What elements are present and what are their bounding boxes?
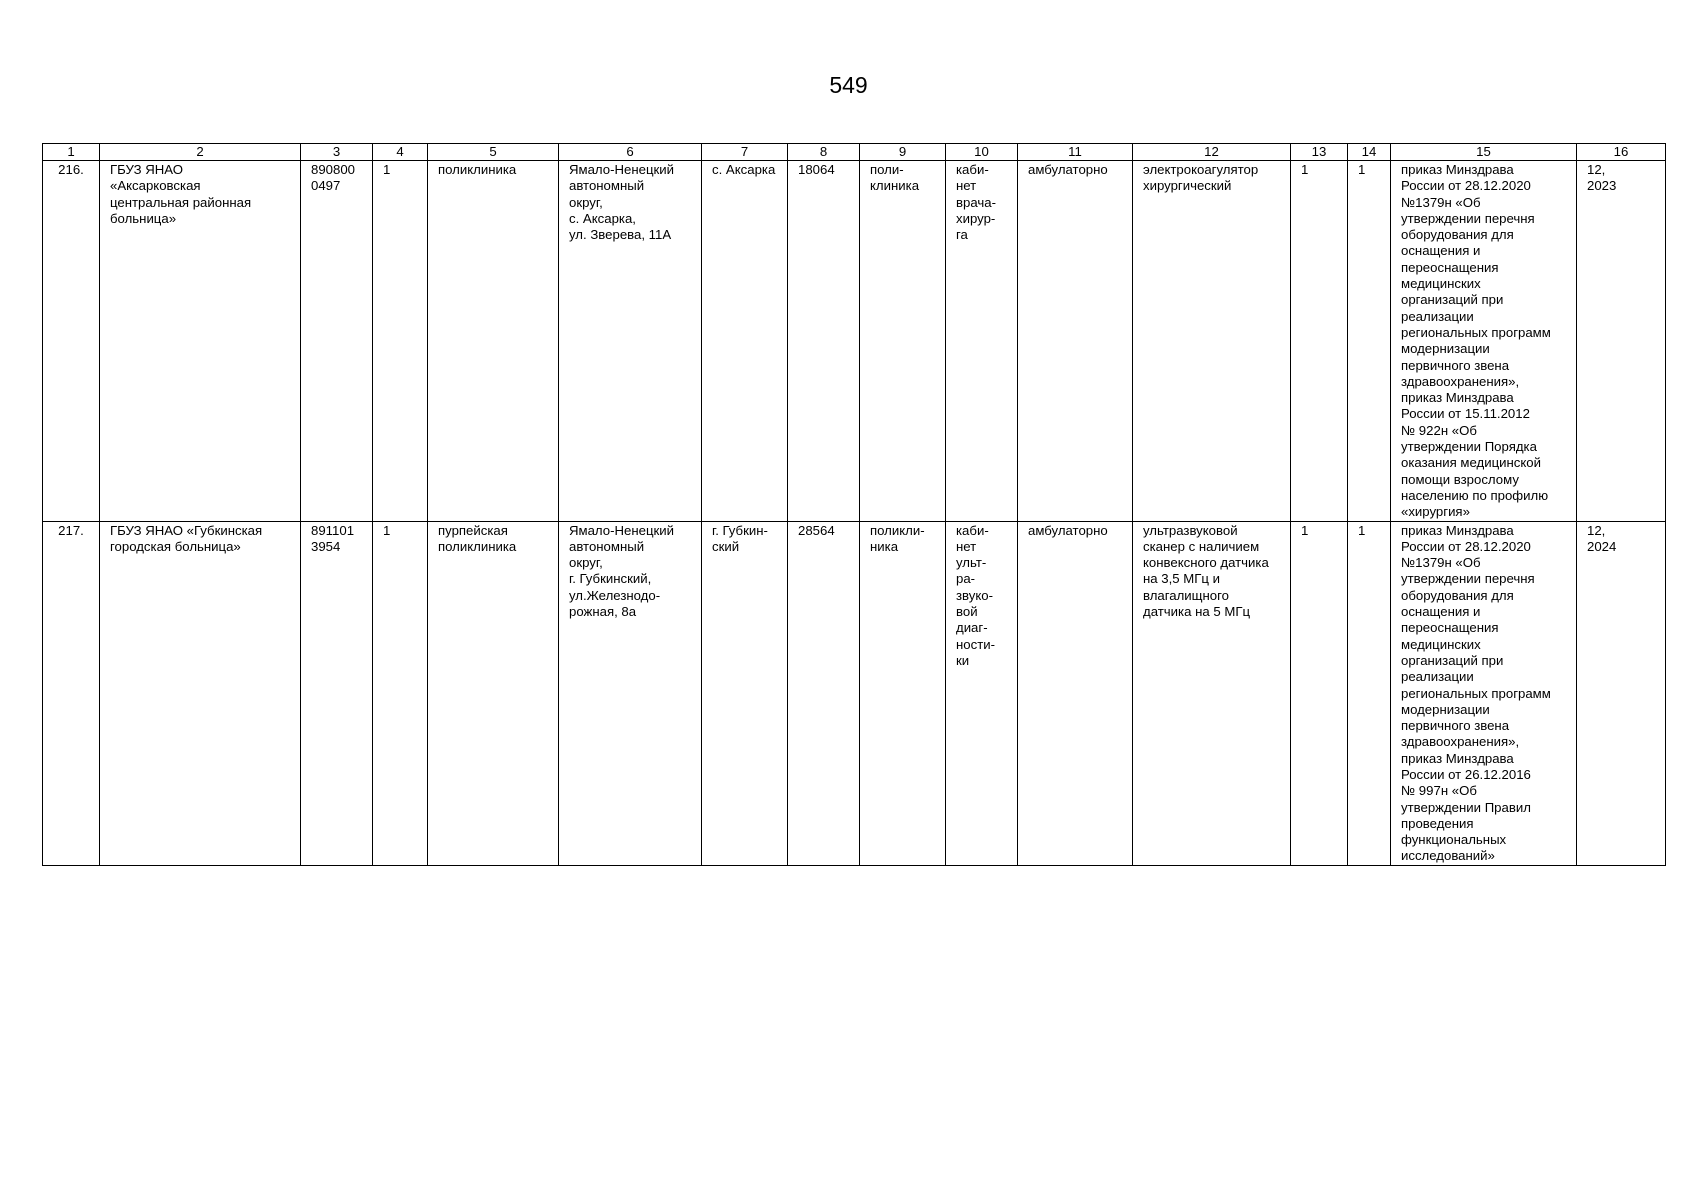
header-row bbox=[43, 144, 1666, 161]
cell-text: 28564 bbox=[798, 522, 835, 538]
table-cell bbox=[946, 521, 1018, 865]
table-cell bbox=[860, 161, 946, 522]
cell-text: ГБУЗ ЯНАО «Аксарковская центральная районная больница» bbox=[110, 162, 252, 226]
table-cell bbox=[1577, 521, 1666, 865]
cell-text: каби- нет ульт- ра- звуко- вой диаг- ности- ки bbox=[956, 522, 996, 668]
table-cell bbox=[860, 521, 946, 865]
column-header: 1 bbox=[43, 144, 100, 161]
cell-text: приказ Минздрава России от 28.12.2020 №1379н «Об утверждении перечня оборудования для оснащения и переоснащения медицинских организаций при реализации региональных программ модернизации первичного звена здравоохранения», приказ Минздрава России от 26.12.2016 № 997н «Об утверждении Правил проведения функциональных исследований» bbox=[1401, 522, 1551, 864]
cell-text: с. Аксарка bbox=[712, 162, 776, 177]
table-cell bbox=[301, 521, 373, 865]
table-row bbox=[43, 521, 1666, 865]
table-cell bbox=[100, 521, 301, 865]
cell-text: 1 bbox=[1301, 162, 1309, 177]
table-cell bbox=[788, 161, 860, 522]
column-header: 16 bbox=[1577, 144, 1666, 161]
table-cell bbox=[1291, 161, 1348, 522]
table-cell bbox=[1133, 161, 1291, 522]
cell-text: каби- нет врача- хирур- га bbox=[956, 162, 996, 243]
table-cell bbox=[559, 521, 702, 865]
cell-text: 1 bbox=[1301, 522, 1309, 538]
cell-text: амбулаторно bbox=[1028, 522, 1108, 538]
cell-text: 890800 0497 bbox=[311, 162, 356, 194]
cell-text: 12, 2023 bbox=[1587, 162, 1617, 194]
table-cell bbox=[1018, 161, 1133, 522]
table-cell bbox=[1348, 521, 1391, 865]
table-cell bbox=[559, 161, 702, 522]
column-header: 13 bbox=[1291, 144, 1348, 161]
cell-text: г. Губкин- ский bbox=[712, 522, 768, 554]
table-cell bbox=[428, 161, 559, 522]
table-cell bbox=[702, 161, 788, 522]
table-body bbox=[43, 161, 1666, 866]
table-cell bbox=[428, 521, 559, 865]
table-cell bbox=[1348, 161, 1391, 522]
table-cell bbox=[788, 521, 860, 865]
table-cell bbox=[43, 521, 100, 865]
column-header: 7 bbox=[702, 144, 788, 161]
column-header: 9 bbox=[860, 144, 946, 161]
cell-text: 18064 bbox=[798, 162, 835, 177]
cell-text: 12, 2024 bbox=[1587, 522, 1617, 554]
cell-text: 891101 3954 bbox=[311, 522, 355, 554]
cell-text: 1 bbox=[383, 522, 391, 538]
cell-text: ультразвуковой сканер с наличием конвексного датчика на 3,5 МГц и влагалищного датчика на 5 МГц bbox=[1143, 522, 1269, 620]
table-cell bbox=[373, 521, 428, 865]
cell-text: ГБУЗ ЯНАО «Губкинская городская больница» bbox=[110, 522, 263, 554]
column-header: 10 bbox=[946, 144, 1018, 161]
column-header: 4 bbox=[373, 144, 428, 161]
table-cell bbox=[1291, 521, 1348, 865]
column-header: 6 bbox=[559, 144, 702, 161]
table-cell bbox=[946, 161, 1018, 522]
cell-text: поликли- ника bbox=[870, 522, 925, 554]
cell-text: 1 bbox=[1358, 522, 1366, 538]
column-header: 2 bbox=[100, 144, 301, 161]
column-header: 5 bbox=[428, 144, 559, 161]
table-cell bbox=[301, 161, 373, 522]
cell-text: 216. bbox=[58, 162, 84, 177]
table-cell bbox=[1133, 521, 1291, 865]
cell-text: пурпейская поликлиника bbox=[438, 522, 517, 554]
table-cell bbox=[100, 161, 301, 522]
column-header: 12 bbox=[1133, 144, 1291, 161]
cell-text: амбулаторно bbox=[1028, 162, 1108, 177]
cell-text: 217. bbox=[58, 522, 84, 538]
cell-text: 1 bbox=[383, 162, 391, 177]
cell-text: электрокоагулятор хирургический bbox=[1143, 162, 1259, 194]
data-table bbox=[42, 143, 1666, 866]
table-cell bbox=[1018, 521, 1133, 865]
table-cell bbox=[1391, 161, 1577, 522]
cell-text: 1 bbox=[1358, 162, 1366, 177]
table-row bbox=[43, 161, 1666, 522]
column-header: 3 bbox=[301, 144, 373, 161]
table-cell bbox=[43, 161, 100, 522]
cell-text: приказ Минздрава России от 28.12.2020 №1379н «Об утверждении перечня оборудования для оснащения и переоснащения медицинских организаций при реализации региональных программ модернизации первичного звена здравоохранения», приказ Минздрава России от 15.11.2012 № 922н «Об утверждении Порядка оказания медицинской помощи взрослому населению по профилю «хирургия» bbox=[1401, 162, 1551, 520]
table-cell bbox=[702, 521, 788, 865]
cell-text: Ямало-Ненецкий автономный округ, с. Аксарка, ул. Зверева, 11А bbox=[569, 162, 675, 243]
cell-text: поли- клиника bbox=[870, 162, 920, 194]
table-cell bbox=[1577, 161, 1666, 522]
cell-text: поликлиника bbox=[438, 162, 517, 177]
page-number: 549 bbox=[829, 72, 868, 98]
column-header: 14 bbox=[1348, 144, 1391, 161]
cell-text: Ямало-Ненецкий автономный округ, г. Губкинский, ул.Железнодо- рожная, 8а bbox=[569, 522, 675, 620]
column-header: 15 bbox=[1391, 144, 1577, 161]
table-cell bbox=[1391, 521, 1577, 865]
column-header: 8 bbox=[788, 144, 860, 161]
column-header: 11 bbox=[1018, 144, 1133, 161]
table-cell bbox=[373, 161, 428, 522]
